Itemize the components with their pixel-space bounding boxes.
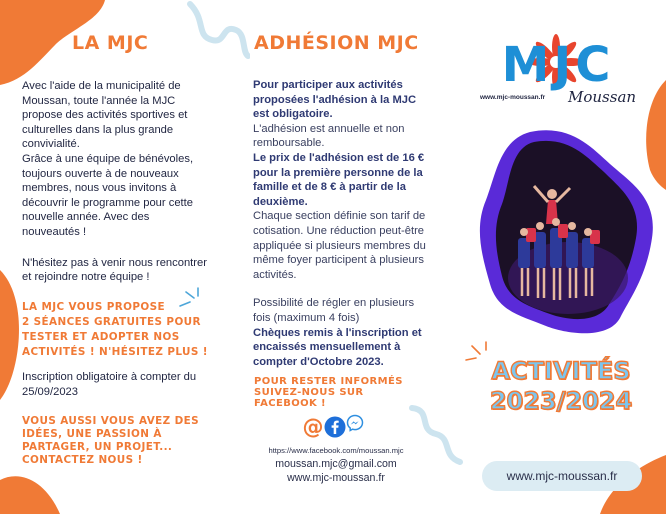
offer-line: LA MJC VOUS PROPOSE — [22, 301, 166, 313]
offer-line: 2 SÉANCES GRATUITES POUR — [22, 316, 201, 328]
dance-photo — [470, 128, 660, 338]
website-pill[interactable]: www.mjc-moussan.fr — [482, 461, 642, 491]
membership-annual: L'adhésion est annuelle et non remboursable. — [253, 122, 405, 150]
offer-line: ACTIVITÉS ! N'HÉSITEZ PLUS ! — [22, 346, 208, 358]
follow-line: FACEBOOK ! — [254, 398, 327, 409]
squiggle-top — [186, 0, 250, 60]
payment-options: Possibilité de régler en plusieurs fois (maximum 4 fois) — [253, 297, 415, 324]
ideas-callout — [22, 415, 212, 467]
idea-line: IDÉES, UNE PASSION À — [22, 428, 162, 440]
follow-line: POUR RESTER INFORMÉS — [254, 376, 403, 387]
activities-word: ACTIVITÉS — [491, 357, 631, 385]
facebook-url[interactable]: https://www.facebook.com/moussan.mjc — [268, 446, 404, 455]
col1-para2: Grâce à une équipe de bénévoles, toujours ouverte à de nouveaux membres, nous vous invitons à découvrir le programme pour cette nouvelle année. Avec des nouveautés ! — [22, 152, 194, 238]
follow-line: SUIVEZ-NOUS SUR — [254, 387, 364, 398]
orange-blob-bottom-left — [0, 470, 60, 514]
idea-line: PARTAGER, UN PROJET... — [22, 441, 173, 453]
follow-callout — [254, 376, 434, 409]
membership-price: Le prix de l'adhésion est de 16 € pour la première personne de la famille et de 8 € à partir de la deuxième. — [253, 151, 425, 208]
social-icons — [303, 414, 363, 440]
idea-line: CONTACTEZ NOUS ! — [22, 454, 143, 466]
col1-para1: Avec l'aide de la municipalité de Moussan, toute l'année la MJC propose des activités sportives et culturelles dans la plus grande convivialité. — [22, 80, 188, 151]
mjc-logo — [478, 32, 638, 112]
membership-text — [253, 78, 433, 369]
contact-website[interactable]: www.mjc-moussan.fr — [287, 472, 385, 484]
logo-town: Moussan — [568, 88, 637, 106]
offer-line: TESTER ET ADOPTER NOS — [22, 331, 180, 343]
at-icon[interactable] — [303, 416, 323, 438]
cheque-info: Chèques remis à l'inscription et encaissés mensuellement à compter d'Octobre 2023. — [253, 326, 422, 368]
logo-letters: MJC — [501, 37, 615, 93]
contact-email[interactable]: moussan.mjc@gmail.com — [275, 458, 397, 470]
photo-graphic — [470, 128, 660, 338]
col1-para3: N'hésitez pas à venir nous rencontrer et rejoindre notre équipe ! — [22, 256, 207, 284]
orange-blob-left — [0, 270, 24, 400]
activities-title — [466, 356, 656, 416]
membership-required: Pour participer aux activités proposées l'adhésion à la MJC est obligatoire. — [253, 79, 417, 121]
facebook-icon[interactable] — [324, 416, 346, 438]
idea-line: VOUS AUSSI VOUS AVEZ DES — [22, 415, 200, 427]
col1-title: LA MJC — [72, 32, 149, 54]
svg-text:@: @ — [303, 416, 323, 438]
section-fees: Chaque section définie son tarif de cotisation. Une réduction peut-être appliquée si plusieurs membres du même foyer participent à plusieurs activités. — [253, 210, 426, 281]
col2-title: ADHÉSION MJC — [254, 32, 419, 54]
free-sessions-callout — [22, 300, 212, 360]
logo-url: www.mjc-moussan.fr — [480, 94, 546, 101]
inscription-note: Inscription obligatoire à compter du 25/09/2023 — [22, 371, 197, 398]
messenger-icon[interactable] — [346, 414, 364, 432]
col1-intro — [22, 79, 210, 285]
season-years: 2023/2024 — [489, 387, 633, 415]
